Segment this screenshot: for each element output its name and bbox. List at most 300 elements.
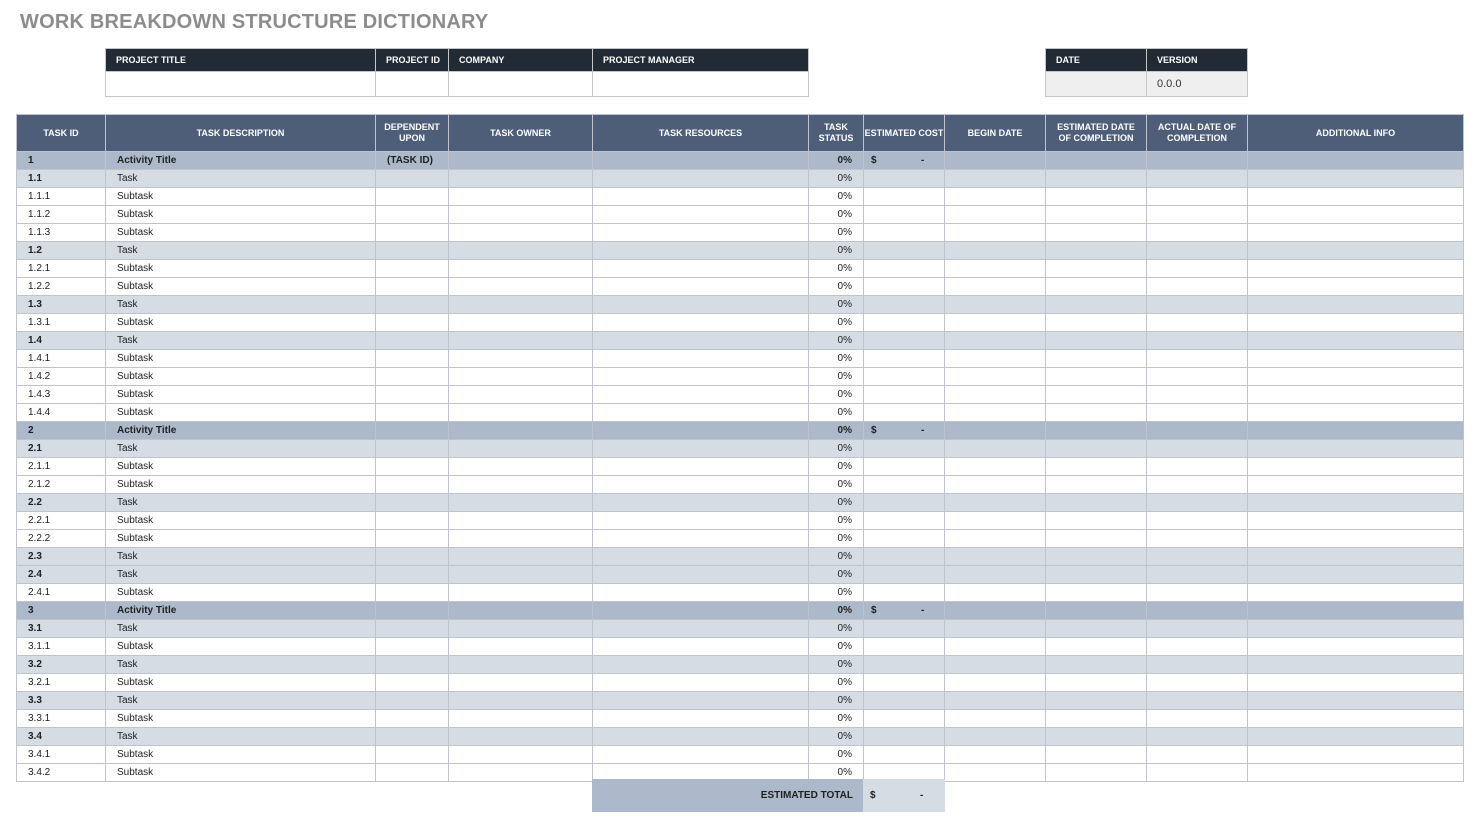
task-status-cell[interactable]: 0% (809, 728, 864, 746)
task-id-cell[interactable]: 2.2 (17, 494, 106, 512)
begin-date-cell[interactable] (945, 602, 1046, 620)
estimated-completion-cell[interactable] (1046, 710, 1147, 728)
estimated-completion-cell[interactable] (1046, 296, 1147, 314)
estimated-cost-cell[interactable] (864, 602, 945, 620)
task-id-cell[interactable]: 1.4.3 (17, 386, 106, 404)
estimated-completion-cell[interactable] (1046, 476, 1147, 494)
additional-info-cell[interactable] (1248, 494, 1464, 512)
task-description-cell[interactable]: Subtask (106, 746, 376, 764)
additional-info-cell[interactable] (1248, 458, 1464, 476)
task-id-cell[interactable]: 2.1.2 (17, 476, 106, 494)
task-resources-cell[interactable] (593, 368, 809, 386)
begin-date-cell[interactable] (945, 656, 1046, 674)
task-owner-cell[interactable] (449, 476, 593, 494)
task-owner-cell[interactable] (449, 350, 593, 368)
estimated-completion-cell[interactable] (1046, 242, 1147, 260)
task-owner-cell[interactable] (449, 260, 593, 278)
task-status-cell[interactable]: 0% (809, 764, 864, 782)
task-owner-cell[interactable] (449, 188, 593, 206)
task-description-cell[interactable]: Task (106, 656, 376, 674)
task-id-cell[interactable]: 3.1 (17, 620, 106, 638)
additional-info-cell[interactable] (1248, 422, 1464, 440)
estimated-cost-cell[interactable] (864, 350, 945, 368)
additional-info-cell[interactable] (1248, 566, 1464, 584)
additional-info-cell[interactable] (1248, 764, 1464, 782)
begin-date-cell[interactable] (945, 476, 1046, 494)
task-status-cell[interactable]: 0% (809, 710, 864, 728)
task-owner-cell[interactable] (449, 512, 593, 530)
task-id-cell[interactable]: 1.1.2 (17, 206, 106, 224)
estimated-completion-cell[interactable] (1046, 350, 1147, 368)
estimated-cost-cell[interactable] (864, 260, 945, 278)
task-owner-cell[interactable] (449, 728, 593, 746)
task-description-cell[interactable]: Subtask (106, 314, 376, 332)
actual-completion-cell[interactable] (1147, 152, 1248, 170)
task-owner-cell[interactable] (449, 530, 593, 548)
task-resources-cell[interactable] (593, 170, 809, 188)
dependent-upon-cell[interactable] (376, 170, 449, 188)
actual-completion-cell[interactable] (1147, 332, 1248, 350)
task-description-cell[interactable]: Activity Title (106, 602, 376, 620)
company-field[interactable] (448, 71, 593, 97)
task-id-cell[interactable]: 1 (17, 152, 106, 170)
task-resources-cell[interactable] (593, 746, 809, 764)
task-resources-cell[interactable] (593, 710, 809, 728)
estimated-cost-cell[interactable] (864, 548, 945, 566)
actual-completion-cell[interactable] (1147, 674, 1248, 692)
begin-date-cell[interactable] (945, 764, 1046, 782)
estimated-cost-cell[interactable] (864, 530, 945, 548)
begin-date-cell[interactable] (945, 746, 1046, 764)
actual-completion-cell[interactable] (1147, 656, 1248, 674)
task-status-cell[interactable]: 0% (809, 530, 864, 548)
task-resources-cell[interactable] (593, 404, 809, 422)
task-resources-cell[interactable] (593, 224, 809, 242)
dependent-upon-cell[interactable] (376, 692, 449, 710)
additional-info-cell[interactable] (1248, 728, 1464, 746)
estimated-cost-cell[interactable] (864, 674, 945, 692)
estimated-completion-cell[interactable] (1046, 746, 1147, 764)
additional-info-cell[interactable] (1248, 512, 1464, 530)
task-status-cell[interactable]: 0% (809, 296, 864, 314)
additional-info-cell[interactable] (1248, 404, 1464, 422)
task-status-cell[interactable]: 0% (809, 170, 864, 188)
estimated-completion-cell[interactable] (1046, 656, 1147, 674)
estimated-completion-cell[interactable] (1046, 494, 1147, 512)
estimated-completion-cell[interactable] (1046, 152, 1147, 170)
project-title-field[interactable] (105, 71, 376, 97)
begin-date-cell[interactable] (945, 530, 1046, 548)
task-resources-cell[interactable] (593, 638, 809, 656)
estimated-completion-cell[interactable] (1046, 260, 1147, 278)
task-owner-cell[interactable] (449, 314, 593, 332)
task-status-cell[interactable]: 0% (809, 692, 864, 710)
task-id-cell[interactable]: 1.3.1 (17, 314, 106, 332)
task-description-cell[interactable]: Subtask (106, 260, 376, 278)
begin-date-cell[interactable] (945, 224, 1046, 242)
task-owner-cell[interactable] (449, 620, 593, 638)
actual-completion-cell[interactable] (1147, 458, 1248, 476)
actual-completion-cell[interactable] (1147, 566, 1248, 584)
additional-info-cell[interactable] (1248, 206, 1464, 224)
task-resources-cell[interactable] (593, 440, 809, 458)
task-resources-cell[interactable] (593, 530, 809, 548)
project-id-field[interactable] (375, 71, 449, 97)
task-id-cell[interactable]: 2.2.2 (17, 530, 106, 548)
dependent-upon-cell[interactable] (376, 440, 449, 458)
estimated-cost-cell[interactable] (864, 152, 945, 170)
dependent-upon-cell[interactable] (376, 710, 449, 728)
dependent-upon-cell[interactable] (376, 728, 449, 746)
task-id-cell[interactable]: 1.2 (17, 242, 106, 260)
task-description-cell[interactable]: Subtask (106, 710, 376, 728)
additional-info-cell[interactable] (1248, 710, 1464, 728)
task-resources-cell[interactable] (593, 386, 809, 404)
task-status-cell[interactable]: 0% (809, 746, 864, 764)
task-owner-cell[interactable] (449, 278, 593, 296)
dependent-upon-cell[interactable] (376, 746, 449, 764)
task-owner-cell[interactable] (449, 440, 593, 458)
task-status-cell[interactable]: 0% (809, 548, 864, 566)
begin-date-cell[interactable] (945, 674, 1046, 692)
additional-info-cell[interactable] (1248, 350, 1464, 368)
task-resources-cell[interactable] (593, 620, 809, 638)
begin-date-cell[interactable] (945, 620, 1046, 638)
additional-info-cell[interactable] (1248, 476, 1464, 494)
task-status-cell[interactable]: 0% (809, 566, 864, 584)
estimated-cost-cell[interactable] (864, 386, 945, 404)
begin-date-cell[interactable] (945, 548, 1046, 566)
task-id-cell[interactable]: 3 (17, 602, 106, 620)
actual-completion-cell[interactable] (1147, 494, 1248, 512)
task-owner-cell[interactable] (449, 368, 593, 386)
actual-completion-cell[interactable] (1147, 602, 1248, 620)
actual-completion-cell[interactable] (1147, 620, 1248, 638)
dependent-upon-cell[interactable] (376, 404, 449, 422)
task-resources-cell[interactable] (593, 674, 809, 692)
estimated-cost-cell[interactable] (864, 710, 945, 728)
additional-info-cell[interactable] (1248, 260, 1464, 278)
task-resources-cell[interactable] (593, 458, 809, 476)
task-status-cell[interactable]: 0% (809, 422, 864, 440)
additional-info-cell[interactable] (1248, 638, 1464, 656)
task-owner-cell[interactable] (449, 566, 593, 584)
actual-completion-cell[interactable] (1147, 170, 1248, 188)
task-id-cell[interactable]: 3.4 (17, 728, 106, 746)
task-description-cell[interactable]: Task (106, 440, 376, 458)
begin-date-cell[interactable] (945, 314, 1046, 332)
task-resources-cell[interactable] (593, 206, 809, 224)
task-owner-cell[interactable] (449, 422, 593, 440)
additional-info-cell[interactable] (1248, 278, 1464, 296)
task-description-cell[interactable]: Subtask (106, 638, 376, 656)
additional-info-cell[interactable] (1248, 314, 1464, 332)
begin-date-cell[interactable] (945, 170, 1046, 188)
additional-info-cell[interactable] (1248, 170, 1464, 188)
task-owner-cell[interactable] (449, 494, 593, 512)
task-owner-cell[interactable] (449, 656, 593, 674)
task-status-cell[interactable]: 0% (809, 206, 864, 224)
task-id-cell[interactable]: 1.2.1 (17, 260, 106, 278)
additional-info-cell[interactable] (1248, 602, 1464, 620)
estimated-cost-cell[interactable] (864, 422, 945, 440)
estimated-completion-cell[interactable] (1046, 602, 1147, 620)
task-status-cell[interactable]: 0% (809, 350, 864, 368)
task-status-cell[interactable]: 0% (809, 152, 864, 170)
task-owner-cell[interactable] (449, 674, 593, 692)
actual-completion-cell[interactable] (1147, 440, 1248, 458)
task-owner-cell[interactable] (449, 764, 593, 782)
dependent-upon-cell[interactable] (376, 314, 449, 332)
begin-date-cell[interactable] (945, 242, 1046, 260)
actual-completion-cell[interactable] (1147, 422, 1248, 440)
dependent-upon-cell[interactable] (376, 674, 449, 692)
begin-date-cell[interactable] (945, 710, 1046, 728)
dependent-upon-cell[interactable] (376, 242, 449, 260)
task-status-cell[interactable]: 0% (809, 656, 864, 674)
begin-date-cell[interactable] (945, 638, 1046, 656)
task-owner-cell[interactable] (449, 296, 593, 314)
dependent-upon-cell[interactable] (376, 458, 449, 476)
task-resources-cell[interactable] (593, 602, 809, 620)
estimated-cost-cell[interactable] (864, 656, 945, 674)
estimated-completion-cell[interactable] (1046, 728, 1147, 746)
task-description-cell[interactable]: Task (106, 242, 376, 260)
task-id-cell[interactable]: 1.4.4 (17, 404, 106, 422)
task-description-cell[interactable]: Task (106, 566, 376, 584)
begin-date-cell[interactable] (945, 332, 1046, 350)
estimated-cost-cell[interactable] (864, 224, 945, 242)
actual-completion-cell[interactable] (1147, 386, 1248, 404)
task-description-cell[interactable]: Subtask (106, 206, 376, 224)
task-description-cell[interactable]: Subtask (106, 224, 376, 242)
estimated-completion-cell[interactable] (1046, 566, 1147, 584)
estimated-cost-cell[interactable] (864, 440, 945, 458)
task-description-cell[interactable]: Subtask (106, 368, 376, 386)
additional-info-cell[interactable] (1248, 674, 1464, 692)
task-resources-cell[interactable] (593, 260, 809, 278)
estimated-cost-cell[interactable] (864, 728, 945, 746)
dependent-upon-cell[interactable] (376, 512, 449, 530)
task-id-cell[interactable]: 2.4.1 (17, 584, 106, 602)
task-status-cell[interactable]: 0% (809, 224, 864, 242)
dependent-upon-cell[interactable] (376, 224, 449, 242)
task-status-cell[interactable]: 0% (809, 188, 864, 206)
task-id-cell[interactable]: 1.4 (17, 332, 106, 350)
estimated-cost-cell[interactable] (864, 566, 945, 584)
task-status-cell[interactable]: 0% (809, 404, 864, 422)
begin-date-cell[interactable] (945, 458, 1046, 476)
task-id-cell[interactable]: 2.4 (17, 566, 106, 584)
estimated-cost-cell[interactable] (864, 170, 945, 188)
task-status-cell[interactable]: 0% (809, 494, 864, 512)
actual-completion-cell[interactable] (1147, 710, 1248, 728)
actual-completion-cell[interactable] (1147, 188, 1248, 206)
task-description-cell[interactable]: Task (106, 296, 376, 314)
task-owner-cell[interactable] (449, 548, 593, 566)
actual-completion-cell[interactable] (1147, 260, 1248, 278)
actual-completion-cell[interactable] (1147, 206, 1248, 224)
estimated-completion-cell[interactable] (1046, 386, 1147, 404)
additional-info-cell[interactable] (1248, 530, 1464, 548)
task-description-cell[interactable]: Subtask (106, 674, 376, 692)
begin-date-cell[interactable] (945, 152, 1046, 170)
estimated-completion-cell[interactable] (1046, 422, 1147, 440)
estimated-cost-cell[interactable] (864, 296, 945, 314)
task-id-cell[interactable]: 2.2.1 (17, 512, 106, 530)
task-description-cell[interactable]: Subtask (106, 188, 376, 206)
task-resources-cell[interactable] (593, 242, 809, 260)
task-resources-cell[interactable] (593, 296, 809, 314)
task-resources-cell[interactable] (593, 692, 809, 710)
task-id-cell[interactable]: 1.4.2 (17, 368, 106, 386)
dependent-upon-cell[interactable] (376, 566, 449, 584)
estimated-cost-cell[interactable] (864, 692, 945, 710)
actual-completion-cell[interactable] (1147, 638, 1248, 656)
begin-date-cell[interactable] (945, 368, 1046, 386)
additional-info-cell[interactable] (1248, 548, 1464, 566)
actual-completion-cell[interactable] (1147, 404, 1248, 422)
actual-completion-cell[interactable] (1147, 548, 1248, 566)
estimated-completion-cell[interactable] (1046, 440, 1147, 458)
begin-date-cell[interactable] (945, 386, 1046, 404)
actual-completion-cell[interactable] (1147, 476, 1248, 494)
task-status-cell[interactable]: 0% (809, 368, 864, 386)
task-id-cell[interactable]: 1.4.1 (17, 350, 106, 368)
estimated-completion-cell[interactable] (1046, 692, 1147, 710)
task-id-cell[interactable]: 2 (17, 422, 106, 440)
task-id-cell[interactable]: 1.3 (17, 296, 106, 314)
begin-date-cell[interactable] (945, 728, 1046, 746)
task-id-cell[interactable]: 1.2.2 (17, 278, 106, 296)
task-id-cell[interactable]: 3.1.1 (17, 638, 106, 656)
dependent-upon-cell[interactable] (376, 602, 449, 620)
task-description-cell[interactable]: Task (106, 692, 376, 710)
task-resources-cell[interactable] (593, 188, 809, 206)
begin-date-cell[interactable] (945, 692, 1046, 710)
estimated-completion-cell[interactable] (1046, 638, 1147, 656)
task-owner-cell[interactable] (449, 386, 593, 404)
estimated-cost-cell[interactable] (864, 404, 945, 422)
actual-completion-cell[interactable] (1147, 350, 1248, 368)
additional-info-cell[interactable] (1248, 188, 1464, 206)
estimated-completion-cell[interactable] (1046, 512, 1147, 530)
actual-completion-cell[interactable] (1147, 242, 1248, 260)
dependent-upon-cell[interactable] (376, 494, 449, 512)
dependent-upon-cell[interactable] (376, 206, 449, 224)
estimated-completion-cell[interactable] (1046, 332, 1147, 350)
estimated-completion-cell[interactable] (1046, 314, 1147, 332)
begin-date-cell[interactable] (945, 404, 1046, 422)
actual-completion-cell[interactable] (1147, 224, 1248, 242)
begin-date-cell[interactable] (945, 566, 1046, 584)
task-owner-cell[interactable] (449, 602, 593, 620)
estimated-completion-cell[interactable] (1046, 188, 1147, 206)
task-description-cell[interactable]: Activity Title (106, 152, 376, 170)
task-status-cell[interactable]: 0% (809, 584, 864, 602)
task-status-cell[interactable]: 0% (809, 476, 864, 494)
estimated-completion-cell[interactable] (1046, 224, 1147, 242)
task-id-cell[interactable]: 3.2.1 (17, 674, 106, 692)
actual-completion-cell[interactable] (1147, 368, 1248, 386)
estimated-cost-cell[interactable] (864, 494, 945, 512)
task-description-cell[interactable]: Subtask (106, 350, 376, 368)
task-description-cell[interactable]: Subtask (106, 404, 376, 422)
task-status-cell[interactable]: 0% (809, 314, 864, 332)
estimated-completion-cell[interactable] (1046, 278, 1147, 296)
actual-completion-cell[interactable] (1147, 530, 1248, 548)
task-status-cell[interactable]: 0% (809, 620, 864, 638)
estimated-cost-cell[interactable] (864, 620, 945, 638)
estimated-completion-cell[interactable] (1046, 206, 1147, 224)
task-description-cell[interactable]: Task (106, 548, 376, 566)
actual-completion-cell[interactable] (1147, 512, 1248, 530)
task-owner-cell[interactable] (449, 710, 593, 728)
task-description-cell[interactable]: Subtask (106, 584, 376, 602)
task-owner-cell[interactable] (449, 746, 593, 764)
dependent-upon-cell[interactable]: (TASK ID) (376, 152, 449, 170)
estimated-completion-cell[interactable] (1046, 764, 1147, 782)
task-description-cell[interactable]: Subtask (106, 512, 376, 530)
dependent-upon-cell[interactable] (376, 656, 449, 674)
begin-date-cell[interactable] (945, 296, 1046, 314)
actual-completion-cell[interactable] (1147, 296, 1248, 314)
begin-date-cell[interactable] (945, 260, 1046, 278)
task-id-cell[interactable]: 3.2 (17, 656, 106, 674)
task-resources-cell[interactable] (593, 422, 809, 440)
task-id-cell[interactable]: 3.4.2 (17, 764, 106, 782)
task-resources-cell[interactable] (593, 494, 809, 512)
estimated-cost-cell[interactable] (864, 458, 945, 476)
begin-date-cell[interactable] (945, 512, 1046, 530)
dependent-upon-cell[interactable] (376, 530, 449, 548)
task-status-cell[interactable]: 0% (809, 386, 864, 404)
task-description-cell[interactable]: Subtask (106, 530, 376, 548)
task-owner-cell[interactable] (449, 458, 593, 476)
begin-date-cell[interactable] (945, 188, 1046, 206)
dependent-upon-cell[interactable] (376, 476, 449, 494)
task-id-cell[interactable]: 3.3 (17, 692, 106, 710)
estimated-cost-cell[interactable] (864, 278, 945, 296)
estimated-cost-cell[interactable] (864, 512, 945, 530)
task-id-cell[interactable]: 2.1.1 (17, 458, 106, 476)
dependent-upon-cell[interactable] (376, 764, 449, 782)
task-id-cell[interactable]: 2.1 (17, 440, 106, 458)
dependent-upon-cell[interactable] (376, 350, 449, 368)
additional-info-cell[interactable] (1248, 296, 1464, 314)
additional-info-cell[interactable] (1248, 692, 1464, 710)
task-status-cell[interactable]: 0% (809, 332, 864, 350)
task-description-cell[interactable]: Task (106, 170, 376, 188)
additional-info-cell[interactable] (1248, 152, 1464, 170)
task-id-cell[interactable]: 1.1 (17, 170, 106, 188)
estimated-completion-cell[interactable] (1046, 404, 1147, 422)
actual-completion-cell[interactable] (1147, 764, 1248, 782)
estimated-cost-cell[interactable] (864, 332, 945, 350)
estimated-cost-cell[interactable] (864, 206, 945, 224)
task-description-cell[interactable]: Subtask (106, 476, 376, 494)
task-resources-cell[interactable] (593, 566, 809, 584)
dependent-upon-cell[interactable] (376, 548, 449, 566)
begin-date-cell[interactable] (945, 584, 1046, 602)
task-id-cell[interactable]: 3.3.1 (17, 710, 106, 728)
dependent-upon-cell[interactable] (376, 584, 449, 602)
task-owner-cell[interactable] (449, 242, 593, 260)
additional-info-cell[interactable] (1248, 584, 1464, 602)
estimated-cost-cell[interactable] (864, 188, 945, 206)
task-owner-cell[interactable] (449, 206, 593, 224)
task-description-cell[interactable]: Task (106, 620, 376, 638)
